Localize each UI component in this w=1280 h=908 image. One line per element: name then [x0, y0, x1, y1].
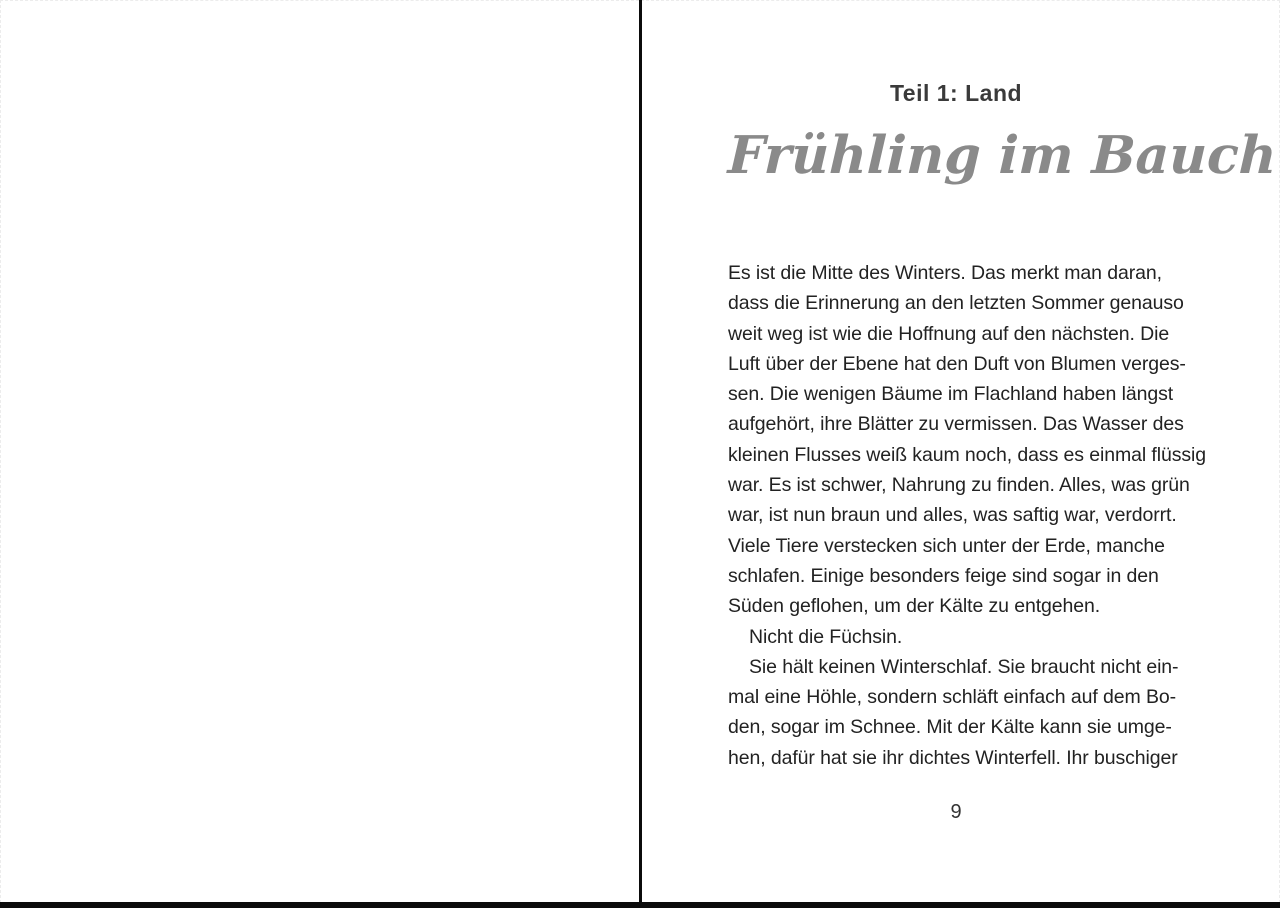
body-text-line: Luft über der Ebene hat den Duft von Blumen verges-: [728, 352, 1186, 375]
body-text-line: aufgehört, ihre Blätter zu vermissen. Das Wasser des: [728, 413, 1184, 436]
body-text-line: weit weg ist wie die Hoffnung auf den nächsten. Die: [728, 322, 1170, 345]
page-number: 9: [950, 801, 962, 824]
body-text-line: Sie hält keinen Winterschlaf. Sie braucht nicht ein-: [749, 655, 1179, 678]
page-content-column: [726, 0, 1278, 902]
body-text-line: Viele Tiere verstecken sich unter der Erde, manche: [728, 534, 1165, 557]
body-text-line: kleinen Flusses weiß kaum noch, dass es einmal flüssig: [728, 443, 1206, 466]
part-label: Teil 1: Land: [889, 80, 1023, 106]
book-spine-divider: [639, 0, 642, 902]
body-text-line: hen, dafür hat sie ihr dichtes Winterfell. Ihr buschiger: [728, 746, 1178, 769]
body-text-line: Es ist die Mitte des Winters. Das merkt man daran,: [728, 262, 1162, 284]
body-text-line: war. Es ist schwer, Nahrung zu finden. Alles, was grün: [728, 474, 1190, 497]
body-text-line: dass die Erinnerung an den letzten Sommer genauso: [728, 292, 1184, 315]
body-text-line: schlafen. Einige besonders feige sind sogar in den: [728, 564, 1159, 587]
body-text-line: Süden geflohen, um der Kälte zu entgehen.: [728, 595, 1101, 618]
left-page: [0, 0, 639, 902]
chapter-title: Frühling im Bauch: [726, 125, 1278, 186]
body-text-line: den, sogar im Schnee. Mit der Kälte kann sie umge-: [728, 716, 1172, 739]
body-text-line: mal eine Höhle, sondern schläft einfach auf dem Bo-: [728, 686, 1176, 709]
right-page: [642, 0, 1280, 902]
body-text: [728, 258, 1206, 773]
body-text-line: sen. Die wenigen Bäume im Flachland haben längst: [728, 383, 1174, 406]
bottom-edge-bar: [0, 902, 1280, 908]
body-text-line: Nicht die Füchsin.: [749, 625, 903, 648]
body-text-line: war, ist nun braun und alles, was saftig war, verdorrt.: [728, 504, 1177, 527]
